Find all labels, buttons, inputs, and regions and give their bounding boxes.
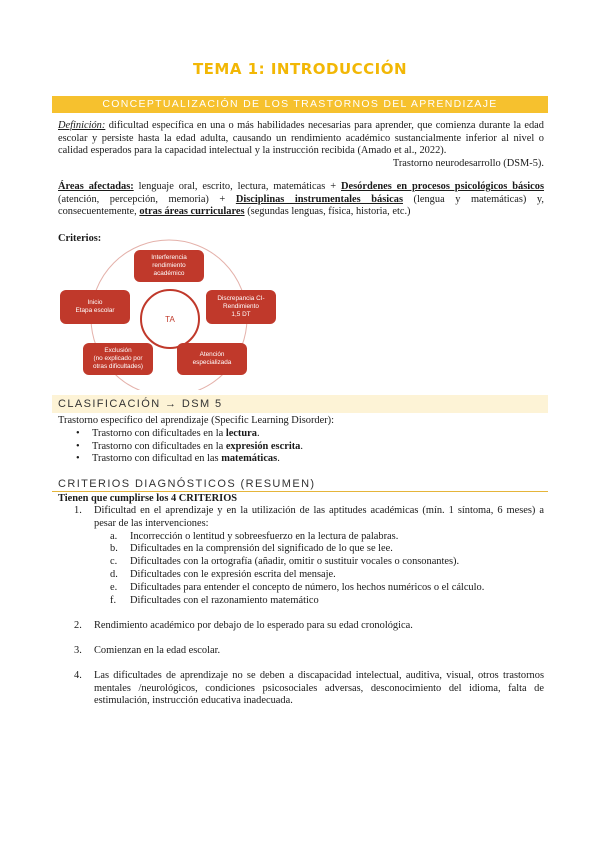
item-text: . xyxy=(256,428,260,439)
node-line: Interferencia xyxy=(151,254,187,261)
item-bold: expresión escrita xyxy=(225,440,301,452)
criterion-number: 1. xyxy=(74,505,82,516)
list-item xyxy=(58,428,303,441)
sub-letter: c. xyxy=(110,556,118,567)
node-line: Discrepancia CI- xyxy=(217,295,265,302)
diagram-connectors xyxy=(0,0,600,390)
areas-bold-1: Desórdenes en procesos psicológicos básicos xyxy=(340,181,545,192)
diagram-node-atencion xyxy=(177,343,247,375)
item-bold: lectura xyxy=(225,428,257,439)
section-banner: CONCEPTUALIZACIÓN DE LOS TRASTORNOS DEL APRENDIZAJE xyxy=(52,96,548,113)
item-text: Trastorno con dificultades en la xyxy=(92,440,226,452)
criterion-number: 2. xyxy=(74,620,82,631)
criterion-2 xyxy=(58,620,544,633)
criterion-text: Las dificultades de aprendizaje no se deben a discapacidad intelectual, auditiva, visual, otros trastornos mentales /neurológicos, condiciones psicosociales adversas, desconocimiento del idioma, falta de estimulación, instrucción educativa inadecuada. xyxy=(94,670,544,707)
subcriterion-b xyxy=(110,543,393,556)
node-line: Inicio xyxy=(87,299,103,306)
sub-text: Incorrección o lentitud y sobreesfuerzo en la lectura de palabras. xyxy=(130,531,399,542)
node-line: Exclusión xyxy=(104,347,132,354)
definition-label: Definición: xyxy=(58,120,106,131)
areas-text-2: (atención, percepción, memoria) + xyxy=(58,193,236,205)
item-text: Trastorno con dificultad en las xyxy=(92,453,222,465)
clasificacion-heading xyxy=(52,395,548,413)
clasificacion-intro: Trastorno específico del aprendizaje (Specific Learning Disorder): xyxy=(58,415,335,426)
list-item xyxy=(58,453,303,466)
criterion-number: 4. xyxy=(74,670,82,681)
definition-text: dificultad específica en una o más habilidades necesarias para aprender, que comienza durante la edad escolar y persiste hasta la edad adulta, causando un rendimiento académico sustancialmente inferior al nivel o calidad esperados para la capacidad intelectual y la instrucción recibida (Amado et al., 2022). xyxy=(58,120,544,157)
node-line: Rendimiento xyxy=(223,303,259,310)
list-item xyxy=(58,441,303,454)
areas-text-1: lenguaje oral, escrito, lectura, matemáticas + xyxy=(133,181,341,192)
areas-bold-2: Disciplinas instrumentales básicas xyxy=(235,193,403,205)
sub-text: Dificultades para entender el concepto de número, los hechos numéricos o el cálculo. xyxy=(130,582,485,593)
subcriterion-e xyxy=(110,582,484,595)
areas-text-3: (lengua y matemáticas) y, consecuentemente, xyxy=(58,193,544,218)
item-text: . xyxy=(277,453,280,465)
criterion-text: Dificultad en el aprendizaje y en la utilización de las aptitudes académicas (mín. 1 síntoma, 6 meses) a pesar de las intervenciones: xyxy=(94,505,544,529)
sub-letter: f. xyxy=(110,595,117,606)
criterion-3 xyxy=(58,645,544,658)
sub-letter: b. xyxy=(110,543,118,554)
item-bold: matemáticas xyxy=(221,453,278,465)
diagram-node-exclusion xyxy=(83,343,153,375)
subcriterion-a xyxy=(110,531,398,544)
node-line: académico xyxy=(153,270,185,277)
node-line: otras dificultades) xyxy=(92,363,144,370)
criterion-text: Comienzan en la edad escolar. xyxy=(94,645,221,656)
definition-source: Trastorno neurodesarrollo (DSM-5). xyxy=(392,157,544,169)
diagram-node-inicio xyxy=(60,290,130,324)
subcriterion-c xyxy=(110,556,459,569)
subcriterion-f xyxy=(110,595,319,608)
areas-text-4: (segundas lenguas, física, historia, etc.) xyxy=(244,206,411,218)
item-text: . xyxy=(300,440,303,452)
clasificacion-heading-text: CLASIFICACIÓN → DSM 5 xyxy=(58,398,223,410)
page-title: TEMA 1: INTRODUCCIÓN xyxy=(192,60,408,78)
item-text: Trastorno con dificultades en la xyxy=(92,428,226,439)
criterion-4 xyxy=(58,670,544,708)
node-line: Etapa escolar xyxy=(75,307,115,314)
sub-letter: d. xyxy=(110,569,118,580)
areas-label: Áreas afectadas: xyxy=(58,181,134,192)
criterion-1 xyxy=(58,505,544,530)
criterios-dx-heading: CRITERIOS DIAGNÓSTICOS (RESUMEN) xyxy=(52,477,548,492)
criterios-dx-subheading: Tienen que cumplirse los 4 CRITERIOS xyxy=(58,493,238,504)
criterios-label: Criterios: xyxy=(58,233,102,244)
diagram-node-interferencia xyxy=(134,250,204,282)
sub-letter: e. xyxy=(110,582,118,593)
node-line: Atención xyxy=(199,351,225,358)
areas-bold-3: otras áreas curriculares xyxy=(139,206,245,218)
diagram-node-discrepancia xyxy=(206,290,276,324)
clasificacion-list xyxy=(58,428,303,466)
node-line: especializada xyxy=(192,359,232,366)
criterion-number: 3. xyxy=(74,645,82,656)
node-line: rendimiento xyxy=(152,262,186,269)
sub-text: Dificultades en la comprensión del significado de lo que se lee. xyxy=(130,543,393,554)
sub-text: Dificultades con la ortografía (añadir, omitir o sustituir vocales o consonantes). xyxy=(130,556,460,567)
sub-text: Dificultades con le expresión escrita del mensaje. xyxy=(130,569,336,580)
criterion-text: Rendimiento académico por debajo de lo esperado para su edad cronológica. xyxy=(94,620,413,631)
subcriterion-d xyxy=(110,569,336,582)
sub-text: Dificultades con el razonamiento matemático xyxy=(130,595,319,606)
diagram-center: TA xyxy=(140,289,200,349)
sub-letter: a. xyxy=(110,531,118,542)
node-line: 1,5 DT xyxy=(231,311,251,318)
node-line: (no explicado por xyxy=(93,355,143,362)
